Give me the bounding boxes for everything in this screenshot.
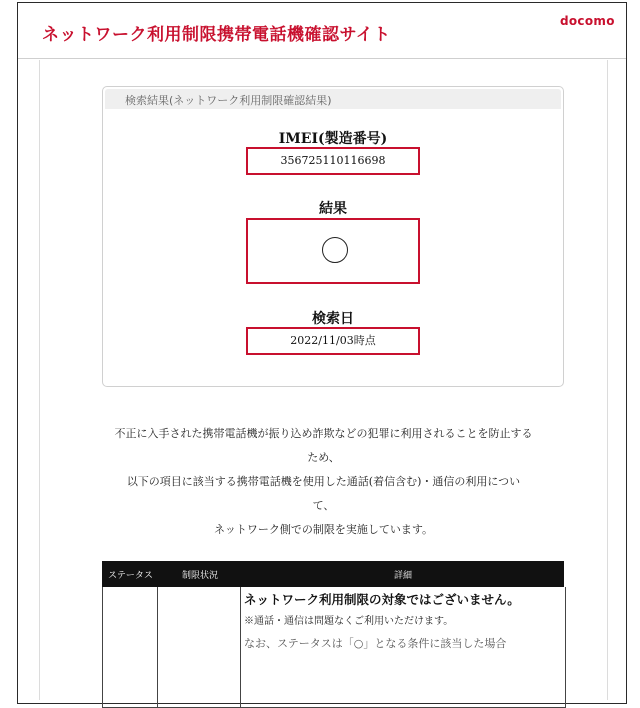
header-status: ステータス	[108, 571, 153, 581]
detail-main-text: ネットワーク利用制限の対象ではございません。	[244, 592, 520, 607]
result-value-box	[246, 218, 420, 284]
column-divider	[240, 587, 241, 707]
search-date-value: 2022/11/03時点	[290, 334, 376, 347]
column-divider	[157, 587, 158, 707]
imei-label: IMEI(製造番号)	[278, 131, 388, 147]
result-label: 結果	[319, 201, 347, 217]
notice-line-2: ため、	[307, 451, 340, 464]
detail-sub-text: ※通話・通信は問題なくご利用いただけます。	[244, 616, 454, 627]
notice-line-4: て、	[312, 499, 335, 512]
status-table-row	[102, 587, 566, 708]
docomo-logo[interactable]: docomo	[560, 14, 615, 28]
ok-circle-icon	[322, 237, 348, 263]
result-panel-header	[105, 89, 561, 109]
search-date-box	[246, 327, 420, 355]
imei-value-box	[246, 147, 420, 175]
status-table-header	[102, 561, 564, 587]
page-frame	[17, 2, 627, 704]
result-panel	[102, 86, 564, 387]
notice-line-3: 以下の項目に該当する携帯電話機を使用した通話(着信含む)・通信の利用につい	[126, 475, 521, 488]
notice-line-5: ネットワーク側での制限を実施しています。	[213, 523, 434, 536]
notice-line-1: 不正に入手された携帯電話機が振り込め詐欺などの犯罪に利用されることを防止する	[114, 427, 533, 440]
detail-cut-text: なお、ステータスは「○」となる条件に該当した場合	[244, 637, 507, 650]
header-details: 詳細	[394, 571, 413, 581]
result-panel-title: 検索結果(ネットワーク利用制限確認結果)	[125, 94, 332, 107]
header-restriction: 制限状況	[182, 571, 219, 581]
site-title: ネットワーク利用制限携帯電話機確認サイト	[42, 25, 391, 45]
search-date-label: 検索日	[312, 311, 354, 327]
site-header	[18, 3, 626, 59]
imei-value: 356725110116698	[280, 154, 386, 167]
main-content	[39, 60, 608, 700]
